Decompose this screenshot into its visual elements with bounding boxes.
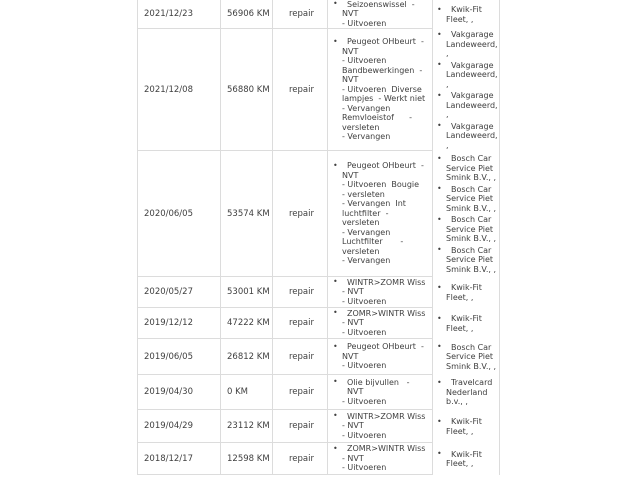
workshop-item-line: Landeweerd,	[446, 100, 498, 110]
date-cell	[137, 277, 220, 308]
workshop-item	[437, 343, 497, 372]
work-item-line: Peugeot OHbeurt -	[347, 342, 424, 352]
workshop-item-line: b.v., ,	[446, 397, 468, 407]
work-item-line: Peugeot OHbeurt -	[347, 37, 424, 47]
workshop-item-text	[446, 283, 497, 302]
workshop-item	[437, 122, 497, 151]
date-cell	[137, 443, 220, 475]
work-item-line: - NVT	[342, 453, 364, 463]
workshop-item-text	[446, 246, 497, 275]
workshop-cell	[432, 410, 500, 443]
work-item-line: WINTR>ZOMR Wiss	[347, 277, 426, 287]
workshop-item-line: Kwik-Fit	[451, 283, 482, 292]
workshop-item-line: Bosch Car	[451, 245, 492, 255]
work-item	[333, 278, 428, 307]
bullet-icon: •	[333, 411, 338, 421]
workshop-item	[437, 185, 497, 214]
table-row	[137, 308, 500, 339]
work-item	[333, 444, 428, 473]
workshop-item	[437, 283, 497, 302]
workshop-item-line: Travelcard	[451, 378, 493, 388]
bullet-icon: •	[437, 29, 442, 39]
work-item-line: ZOMR>WINTR Wiss	[347, 444, 426, 454]
workshop-item-line: Smink B.V., ,	[446, 264, 496, 274]
work-item-line: NVT	[342, 170, 359, 180]
bullet-icon: •	[437, 214, 442, 224]
work-item-line: - Uitvoeren	[342, 361, 387, 371]
workshop-item-line: Vakgarage	[451, 91, 494, 100]
workshop-cell	[432, 151, 500, 277]
workshop-item-line: Smink B.V., ,	[446, 203, 496, 213]
bullet-icon: •	[437, 245, 442, 254]
work-items-cell	[327, 29, 432, 151]
bullet-icon: •	[437, 4, 442, 14]
bullet-icon: •	[333, 443, 338, 453]
workshop-item-line: Nederland	[446, 387, 488, 397]
work-item-line: - Vervangen	[342, 132, 391, 142]
workshop-item-text	[446, 30, 497, 59]
date-cell	[137, 375, 220, 410]
work-item-line: Luchtfilter -	[342, 237, 404, 247]
mileage-cell	[220, 443, 272, 475]
workshop-item-text	[446, 343, 497, 372]
type-cell	[272, 0, 327, 29]
date-cell	[137, 308, 220, 339]
workshop-item-text	[446, 154, 497, 183]
workshop-item-line: Kwik-Fit	[451, 449, 482, 459]
work-item-line: - Uitvoeren	[342, 396, 387, 406]
bullet-icon: •	[437, 184, 442, 193]
workshop-item-text	[446, 314, 497, 333]
work-item-line: - NVT	[342, 421, 364, 431]
date-cell	[137, 0, 220, 29]
bullet-icon: •	[437, 60, 442, 69]
bullet-icon: •	[333, 36, 338, 46]
table-row	[137, 0, 500, 29]
workshop-item-text	[446, 417, 497, 436]
workshop-item-line: Bosch Car	[451, 184, 492, 194]
type-cell	[272, 29, 327, 151]
type-cell	[272, 151, 327, 277]
bullet-icon: •	[437, 313, 442, 323]
work-item-line: Peugeot OHbeurt -	[347, 161, 424, 171]
date-cell	[137, 339, 220, 375]
bullet-icon: •	[437, 90, 442, 100]
workshop-item-line: ,	[446, 79, 449, 89]
workshop-cell	[432, 375, 500, 410]
workshop-item-line: Vakgarage	[451, 30, 494, 39]
date-value: 2018/12/17	[144, 453, 193, 464]
mileage-value: 0 KM	[227, 387, 249, 397]
work-item-line: - Vervangen	[342, 227, 391, 237]
workshop-item-line: Service Piet	[446, 224, 494, 234]
work-item-line: - Vervangen	[342, 103, 391, 113]
workshop-item-line: Service Piet	[446, 255, 494, 264]
workshop-item	[437, 30, 497, 59]
bullet-icon: •	[437, 342, 442, 352]
mileage-cell	[220, 375, 272, 410]
workshop-item	[437, 91, 497, 120]
workshop-item-line: Kwik-Fit	[451, 5, 482, 14]
work-item-text	[342, 444, 428, 473]
work-item-line: Olie bijvullen - NVT	[347, 377, 413, 397]
work-item-line: - Uitvoeren	[342, 296, 387, 306]
type-value: repair	[289, 387, 314, 397]
bullet-icon: •	[437, 416, 442, 426]
work-items-cell	[327, 308, 432, 339]
work-item-line: Seizoenswissel -	[347, 0, 415, 9]
type-cell	[272, 375, 327, 410]
workshop-item	[437, 378, 497, 407]
table-row	[137, 277, 500, 308]
workshop-item	[437, 5, 497, 24]
bullet-icon: •	[333, 341, 338, 351]
mileage-value: 53001 KM	[227, 287, 270, 297]
bullet-icon: •	[437, 449, 442, 458]
mileage-value: 26812 KM	[227, 351, 270, 362]
work-item-line: ZOMR>WINTR Wiss	[347, 308, 426, 318]
work-item-line: NVT	[342, 9, 359, 19]
workshop-item	[437, 215, 497, 244]
table-row	[137, 29, 500, 151]
mileage-cell	[220, 277, 272, 308]
work-item-line: NVT	[342, 351, 359, 361]
type-value: repair	[289, 318, 314, 328]
work-item-line: - Vervangen	[342, 256, 391, 266]
workshop-item-line: Bosch Car	[451, 154, 492, 163]
table-row	[137, 151, 500, 277]
work-item-line: lampjes - Werkt niet	[342, 94, 426, 104]
work-item-text	[342, 161, 428, 266]
mileage-value: 47222 KM	[227, 318, 270, 328]
bullet-icon: •	[333, 308, 338, 318]
workshop-cell	[432, 339, 500, 375]
workshop-cell	[432, 443, 500, 475]
workshop-item-line: Bosch Car	[451, 342, 492, 352]
workshop-item-line: Kwik-Fit	[451, 417, 482, 426]
workshop-item	[437, 314, 497, 333]
mileage-value: 56880 KM	[227, 84, 270, 95]
workshop-item-line: ,	[446, 49, 449, 58]
workshop-item-line: Landeweerd,	[446, 131, 498, 140]
workshop-cell	[432, 308, 500, 339]
workshop-item-line: Service Piet	[446, 194, 494, 203]
work-item-text	[342, 0, 428, 28]
type-cell	[272, 339, 327, 375]
type-cell	[272, 277, 327, 308]
workshop-item-line: ,	[446, 110, 449, 119]
workshop-item-line: Service Piet	[446, 163, 494, 173]
workshop-item-line: Fleet, ,	[446, 14, 474, 24]
mileage-cell	[220, 151, 272, 277]
work-item	[333, 0, 428, 28]
work-item-line: - Uitvoeren	[342, 430, 387, 440]
workshop-item	[437, 450, 497, 469]
work-item-line: - versleten	[342, 189, 385, 199]
work-item-text	[342, 412, 428, 441]
table-row	[137, 443, 500, 475]
workshop-item-line: Bosch Car	[451, 215, 492, 224]
work-items-cell	[327, 151, 432, 277]
workshop-item-line: Landeweerd,	[446, 70, 498, 79]
bullet-icon: •	[437, 121, 442, 130]
type-value: repair	[289, 287, 314, 297]
work-item-text	[342, 342, 428, 371]
mileage-cell	[220, 308, 272, 339]
work-items-cell	[327, 375, 432, 410]
work-item-text	[342, 278, 428, 307]
bullet-icon: •	[333, 0, 338, 9]
table-row	[137, 410, 500, 443]
work-item	[333, 161, 428, 266]
bullet-icon: •	[437, 377, 442, 387]
date-value: 2020/05/27	[144, 287, 193, 297]
maintenance-history-table	[137, 0, 500, 475]
work-item-line: - Uitvoeren Diverse	[342, 84, 422, 94]
workshop-item-line: Service Piet	[446, 352, 494, 362]
work-items-cell	[327, 410, 432, 443]
work-item-line: Remvloeistof -	[342, 113, 413, 123]
date-value: 2019/04/29	[144, 421, 193, 431]
table-row	[137, 339, 500, 375]
work-item	[333, 412, 428, 441]
mileage-cell	[220, 339, 272, 375]
work-item-line: luchtfilter - versleten	[342, 208, 392, 228]
workshop-item-line: Vakgarage	[451, 121, 494, 131]
mileage-value: 53574 KM	[227, 208, 270, 219]
date-cell	[137, 29, 220, 151]
workshop-cell	[432, 277, 500, 308]
work-item-line: - Uitvoeren	[342, 327, 387, 337]
bullet-icon: •	[437, 153, 442, 163]
work-item-line: - NVT	[342, 287, 364, 297]
work-items-cell	[327, 0, 432, 29]
workshop-item	[437, 246, 497, 275]
mileage-cell	[220, 0, 272, 29]
type-cell	[272, 308, 327, 339]
workshop-item-text	[446, 91, 497, 120]
date-value: 2019/04/30	[144, 387, 193, 397]
work-items-cell	[327, 339, 432, 375]
workshop-item-text	[446, 185, 497, 214]
date-value: 2020/06/05	[144, 208, 193, 219]
workshop-item-line: Smink B.V., ,	[446, 173, 496, 182]
mileage-cell	[220, 29, 272, 151]
type-value: repair	[289, 453, 314, 464]
mileage-value: 23112 KM	[227, 421, 270, 431]
type-value: repair	[289, 84, 314, 95]
type-cell	[272, 443, 327, 475]
workshop-item-line: Smink B.V., ,	[446, 361, 496, 371]
work-item-line: - Uitvoeren	[342, 18, 387, 28]
date-value: 2021/12/08	[144, 84, 193, 95]
bullet-icon: •	[333, 160, 338, 170]
work-item	[333, 342, 428, 371]
work-item	[333, 309, 428, 338]
bullet-icon: •	[333, 377, 338, 387]
mileage-value: 12598 KM	[227, 453, 270, 464]
workshop-item-line: Kwik-Fit	[451, 314, 482, 323]
bullet-icon: •	[333, 277, 338, 287]
workshop-cell	[432, 29, 500, 151]
date-value: 2019/12/12	[144, 318, 193, 328]
workshop-item-text	[446, 122, 497, 151]
work-item-line: - Uitvoeren	[342, 463, 387, 473]
work-item-text	[342, 37, 428, 142]
workshop-item-line: Vakgarage	[451, 60, 494, 70]
date-value: 2021/12/23	[144, 9, 193, 19]
type-value: repair	[289, 421, 314, 431]
type-cell	[272, 410, 327, 443]
workshop-item-line: ,	[446, 140, 449, 150]
workshop-item-line: Fleet, ,	[446, 459, 474, 468]
workshop-item-text	[446, 5, 497, 24]
workshop-item	[437, 154, 497, 183]
work-item-line: Bandbewerkingen -	[342, 65, 423, 75]
workshop-item-line: Fleet, ,	[446, 323, 474, 333]
workshop-item-text	[446, 450, 497, 469]
date-value: 2019/06/05	[144, 351, 193, 362]
type-value: repair	[289, 351, 314, 362]
work-item-line: - NVT	[342, 318, 364, 328]
work-items-cell	[327, 443, 432, 475]
bullet-icon: •	[437, 282, 442, 292]
work-item-line: WINTR>ZOMR Wiss	[347, 411, 426, 421]
date-cell	[137, 151, 220, 277]
workshop-item	[437, 417, 497, 436]
work-item-line: versleten	[342, 122, 380, 132]
work-items-cell	[327, 277, 432, 308]
history-table-body	[137, 0, 500, 475]
workshop-item-line: Fleet, ,	[446, 426, 474, 436]
table-row	[137, 375, 500, 410]
workshop-item-text	[446, 215, 497, 244]
work-item-line: versleten	[342, 246, 380, 256]
work-item-text	[342, 309, 428, 338]
type-value: repair	[289, 208, 314, 219]
work-item	[333, 37, 428, 142]
work-item-line: - Uitvoeren	[342, 56, 387, 66]
work-item-line: NVT	[342, 75, 359, 85]
work-item-line: NVT	[342, 46, 359, 56]
mileage-value: 56906 KM	[227, 9, 270, 19]
work-item	[333, 378, 428, 407]
workshop-item-text	[446, 378, 497, 407]
workshop-item-line: Landeweerd,	[446, 39, 498, 49]
workshop-item-line: Fleet, ,	[446, 292, 474, 302]
workshop-item-text	[446, 61, 497, 90]
date-cell	[137, 410, 220, 443]
mileage-cell	[220, 410, 272, 443]
workshop-item-line: Smink B.V., ,	[446, 234, 496, 243]
work-item-line: - Vervangen Int	[342, 199, 406, 209]
workshop-cell	[432, 0, 500, 29]
work-item-line: - Uitvoeren Bougie	[342, 180, 420, 190]
workshop-item	[437, 61, 497, 90]
work-item-text	[342, 378, 428, 407]
type-value: repair	[289, 9, 314, 19]
